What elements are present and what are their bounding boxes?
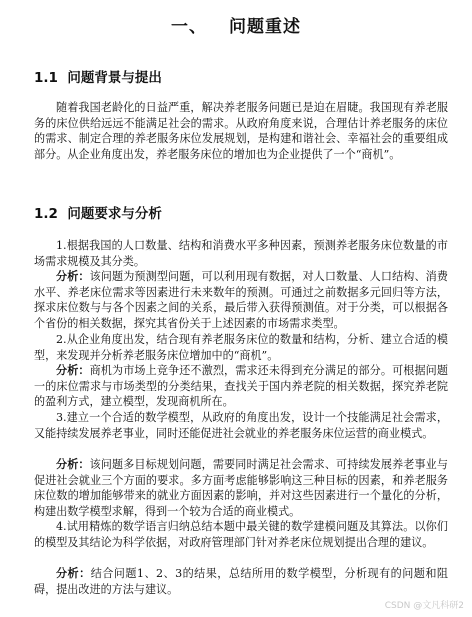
analysis-paragraph bbox=[34, 566, 448, 597]
requirement-paragraph bbox=[34, 519, 448, 550]
requirement-paragraph bbox=[34, 238, 448, 269]
analysis-lead: 分析： bbox=[56, 458, 90, 471]
analysis-lead: 分析： bbox=[56, 270, 90, 283]
analysis-paragraph bbox=[34, 269, 448, 331]
analysis-paragraph bbox=[34, 363, 448, 410]
section-title: 问题要求与分析 bbox=[67, 206, 162, 222]
chapter-heading bbox=[0, 12, 472, 37]
chapter-number: 一、 bbox=[171, 17, 207, 37]
requirement-paragraph bbox=[34, 410, 448, 441]
analysis-text: 结合问题1、2、3的结果，总结所用的数学模型，分析现有的问题和阻碍，提出改进的方法与建议。 bbox=[34, 567, 448, 596]
analysis-lead: 分析： bbox=[56, 567, 91, 580]
requirement-text: 2.从企业角度出发，结合现有养老服务床位的数量和结构，分析、建立合适的模型，来发现并分析养老服务床位增加中的“商机”。 bbox=[34, 333, 448, 362]
analysis-text: 商机为市场上竞争还不激烈，需求还未得到充分满足的部分。可根据问题一的床位需求与市场类型的分类结果，查找关于国内养老院的相关数据，探究养老院的盈利方式，建立模型，发现商机所在。 bbox=[34, 364, 448, 408]
requirement-paragraph bbox=[34, 332, 448, 363]
requirement-text: 4.试用精炼的数学语言归纳总结本题中最关键的数学建模问题及其算法。以你们的模型及其结论为科学依据，对政府管理部门针对养老床位规划提出合理的建议。 bbox=[34, 520, 448, 549]
requirement-text: 3.建立一个合适的数学模型，从政府的角度出发，设计一个技能满足社会需求，又能持续发展养老事业，同时还能促进社会就业的养老服务床位运营的商业模式。 bbox=[34, 411, 448, 440]
analysis-text: 该问题多目标规划问题，需要同时满足社会需求、可持续发展养老事业与促进社会就业三个方面的要求。多方面考虑能够影响这三种目标的因素，和养老服务床位数的增加能够带来的就业方面因素的影响，并对这些因素进行一个量化的分析，构建出数学模型求解，得到一个较为合适的商业模式。 bbox=[34, 458, 448, 518]
analysis-lead: 分析： bbox=[56, 364, 90, 377]
analysis-paragraph bbox=[34, 457, 448, 519]
section-title: 问题背景与提出 bbox=[67, 70, 162, 86]
analysis-text: 该问题为预测型问题，可以利用现有数据，对人口数量、人口结构、消费水平、养老床位需求等因素进行未来数年的预测。可通过之前数据多元回归等方法，探求床位数与与各个因素之间的关系，最后带入获得预测值。对于分类，可以根据各个省份的相关数据，探究其省份关于上述因素的市场需求类型。 bbox=[34, 270, 448, 330]
section-number: 1.1 bbox=[34, 70, 58, 86]
section-heading-requirements bbox=[34, 202, 162, 222]
section-number: 1.2 bbox=[34, 206, 58, 222]
background-paragraph: 随着我国老龄化的日益严重，解决养老服务问题已是迫在眉睫。我国现有养老服务的床位供给远远不能满足社会的需求。从政府角度来说，合理估计养老服务的床位的需求、制定合理的养老服务床位发展规划，是构建和谐社会、幸福社会的重要组成部分。从企业角度出发，养老服务床位的增加也为企业提供了一个“商机”。 bbox=[34, 101, 448, 161]
watermark: CSDN @文凡科研2 bbox=[384, 601, 464, 611]
requirement-text: 1.根据我国的人口数量、结构和消费水平多种因素，预测养老服务床位数量的市场需求规模及其分类。 bbox=[34, 239, 448, 268]
chapter-title: 问题重述 bbox=[229, 17, 301, 37]
section-heading-background bbox=[34, 66, 162, 86]
